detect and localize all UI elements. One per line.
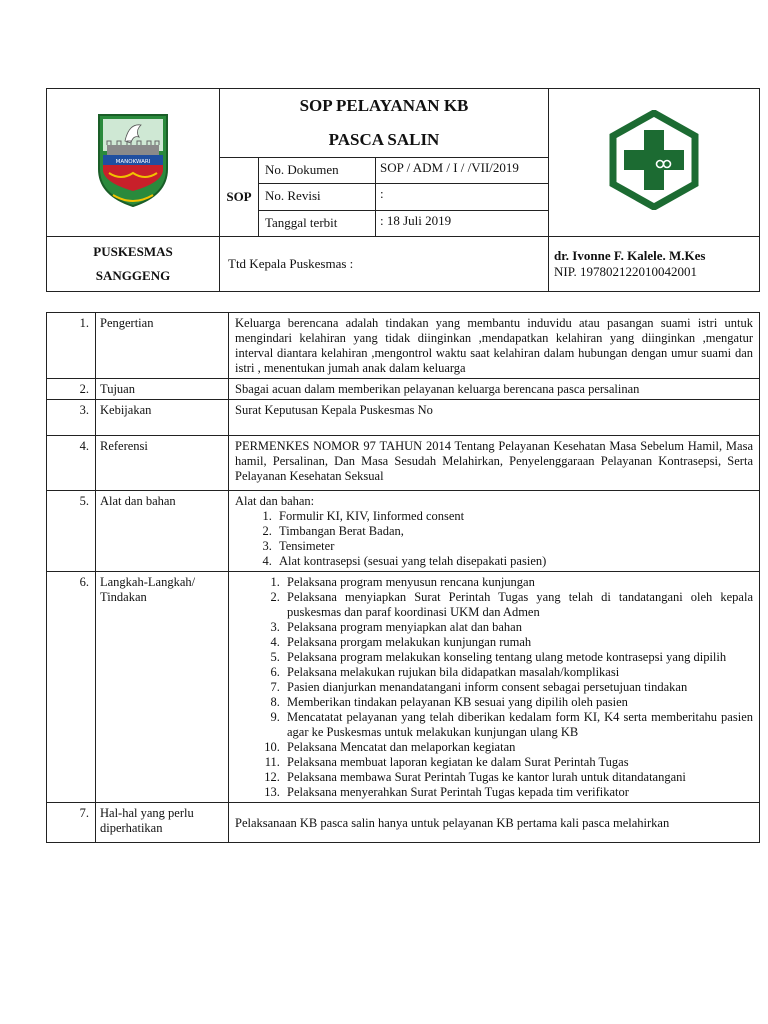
list-item: 12. Pelaksana membawa Surat Perintah Tugas ke kantor lurah untuk ditandatangani [283,770,753,785]
list-item: 10. Pelaksana Mencatat dan melaporkan kegiatan [283,740,753,755]
list-item: 13. Pelaksana menyerahkan Surat Perintah Tugas kepada tim verifikator [283,785,753,800]
section-text: PERMENKES NOMOR 97 TAHUN 2014 Tentang Pelayanan Kesehatan Masa Sebelum Hamil, Masa hamil, Persalinan, Dan Masa Sesudah Melahirkan, Penyelenggaraan Pelayanan Kontrasepsi, Serta Pelayanan Kesehatan Seksual [229,436,760,491]
section-label: Langkah-Langkah/ Tindakan [96,572,229,803]
steps-list [235,575,753,800]
puskesmas-cross-icon [604,110,704,210]
list-item: 9. Mencatatat pelayanan yang telah diberikan kedalam form KI, K4 serta memberitahu pasien agar ke Puskesmas untuk melakukan kunjungan ulang KB [283,710,753,740]
section-content [229,491,760,572]
section-row-alat-bahan [47,491,760,572]
org-line-2: SANGGENG [95,268,171,283]
section-row-referensi [47,436,760,491]
section-label: Referensi [96,436,229,491]
list-item: 11. Pelaksana membuat laporan kegiatan ke dalam Surat Perintah Tugas [283,755,753,770]
list-item: 7. Pasien dianjurkan menandatangani inform consent sebagai persetujuan tindakan [283,680,753,695]
section-text: Surat Keputusan Kepala Puskesmas No [229,400,760,436]
section-label: Pengertian [96,313,229,379]
section-text: Pelaksanaan KB pasca salin hanya untuk pelayanan KB pertama kali pasca melahirkan [229,803,760,843]
list-item: 2. Timbangan Berat Badan, [275,524,753,539]
section-number: 7. [47,803,96,843]
list-item: 8. Memberikan tindakan pelayanan KB sesuai yang dipilih oleh pasien [283,695,753,710]
list-item: 1. Pelaksana program menyusun rencana kunjungan [283,575,753,590]
signer-nip: NIP. 197802122010042001 [554,264,698,279]
section-number: 6. [47,572,96,803]
sop-label: SOP [220,158,259,237]
section-label: Alat dan bahan [96,491,229,572]
section-intro: Alat dan bahan: [235,494,315,508]
signer-block [549,237,760,292]
doc-number-value [376,158,549,184]
section-label: Tujuan [96,379,229,400]
document-title [220,89,549,158]
section-number: 1. [47,313,96,379]
puskesmas-logo-cell [549,89,760,237]
issue-date-value: : 18 Juli 2019 [376,210,549,236]
issue-date-label: Tanggal terbit [259,210,376,236]
list-item: 1. Formulir KI, KIV, Iinformed consent [275,509,753,524]
sop-content-table [46,312,760,843]
list-item: 2. Pelaksana menyiapkan Surat Perintah Tugas yang telah di tandatangani oleh kepala puskesmas dan paraf koordinasi UKM dan Admen [283,590,753,620]
section-number: 2. [47,379,96,400]
section-row-kebijakan [47,400,760,436]
section-content [229,572,760,803]
section-label: Kebijakan [96,400,229,436]
list-item: 3. Pelaksana program menyiapkan alat dan bahan [283,620,753,635]
revision-label: No. Revisi [259,184,376,210]
section-row-tujuan [47,379,760,400]
list-item: 4. Alat kontrasepsi (sesuai yang telah disepakati pasien) [275,554,753,569]
manokwari-emblem-icon [95,111,171,209]
emblem-text: MANOKWARI [115,159,151,165]
regency-logo-cell [47,89,220,237]
revision-value: : [376,184,549,210]
title-line-1: SOP PELAYANAN KB [299,96,469,115]
list-item: 6. Pelaksana melakukan rujukan bila didapatkan masalah/komplikasi [283,665,753,680]
section-number: 5. [47,491,96,572]
section-text: Keluarga berencana adalah tindakan yang membantu induvidu atau pasangan suami istri untuk mengindari kelahiran yang tidak diinginkan ,mendapatkan kelahiran yang diinginkan ,mengatur interval diantara kelahiran ,mengontrol waktu saat kelahiran dalam hubungan dengan umur suami dan istri , menentukan jumah anak dalam keluarga [229,313,760,379]
section-row-langkah [47,572,760,803]
org-line-1: PUSKESMAS [93,244,173,259]
doc-number-value-text: SOP / ADM / I / /VII/2019 [380,160,519,175]
list-item: 3. Tensimeter [275,539,753,554]
list-item: 5. Pelaksana program melakukan konseling tentang ulang metode kontrasepsi yang dipilih [283,650,753,665]
organization-name [47,237,220,292]
signer-name: dr. Ivonne F. Kalele. M.Kes [554,248,706,263]
section-number: 4. [47,436,96,491]
section-row-pengertian [47,313,760,379]
signature-caption: Ttd Kepala Puskesmas : [220,237,549,292]
title-line-2: PASCA SALIN [328,130,440,149]
list-item: 4. Pelaksana prorgam melakukan kunjungan rumah [283,635,753,650]
section-row-hal-hal [47,803,760,843]
doc-number-label: No. Dokumen [259,158,376,184]
sop-header-table [46,88,760,292]
section-number: 3. [47,400,96,436]
section-label: Hal-hal yang perlu diperhatikan [96,803,229,843]
equipment-list [235,509,753,569]
section-text: Sbagai acuan dalam memberikan pelayanan keluarga berencana pasca persalinan [229,379,760,400]
